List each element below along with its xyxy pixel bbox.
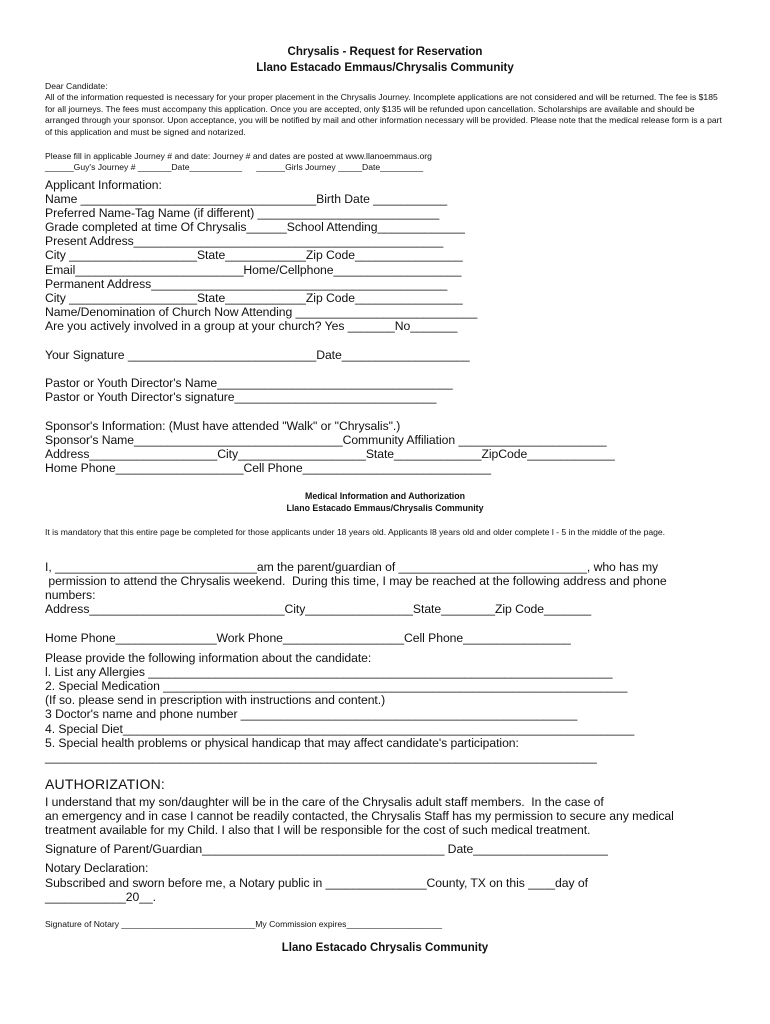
form-subtitle: Llano Estacado Emmaus/Chrysalis Community	[256, 62, 514, 74]
guardian-statement-line-1[interactable]: I, ______________________________am the parent/guardian of ____________________________, who has my	[45, 560, 659, 574]
grade-field[interactable]: Grade completed at time Of Chrysalis______School Attending_____________	[45, 220, 465, 234]
guardian-phones-field[interactable]: Home Phone_______________Work Phone__________________Cell Phone________________	[45, 631, 571, 645]
guardian-signature-field[interactable]: Signature of Parent/Guardian____________________________________ Date____________________	[45, 842, 608, 856]
preferred-name-field[interactable]: Preferred Name-Tag Name (if different) ___________________________	[45, 206, 440, 220]
salutation: Dear Candidate:	[45, 81, 108, 91]
candidate-info-prompt: Please provide the following information about the candidate:	[45, 651, 372, 665]
permanent-address-field[interactable]: Permanent Address____________________________________________	[45, 277, 448, 291]
journey-note: Please fill in applicable Journey # and date: Journey # and dates are posted at www.llanoemmaus.org	[45, 151, 432, 161]
form-title: Chrysalis - Request for Reservation	[287, 46, 483, 58]
guardian-address-field[interactable]: Address_____________________________City________________State________Zip Code_______	[45, 602, 592, 616]
sponsor-phone-field[interactable]: Home Phone___________________Cell Phone____________________________	[45, 461, 491, 475]
notary-year-field[interactable]: ____________20__.	[45, 890, 156, 904]
notary-signature-field[interactable]: Signature of Notary ____________________________My Commission expires____________________	[45, 919, 443, 929]
intro-paragraph: All of the information requested is necessary for your proper placement in the Chrysalis Journey. Incomplete applications are not considered and will be returned. The fee is $185 for all journeys. The fees must accompany this application. Once you are accepted, only $135 will be refunded upon cancellation. Scholarships are available and should be arranged through your sponsor. Upon acceptance, you will be notified by mail and other information necessary will be provided. Please note that the medical release form is a part of this application and must be signed and notarized.	[45, 92, 722, 137]
health-problems-field[interactable]: __________________________________________________________________________________	[45, 750, 597, 764]
medical-subtitle: Llano Estacado Emmaus/Chrysalis Community	[286, 503, 484, 513]
footer-community: Llano Estacado Chrysalis Community	[281, 942, 489, 954]
church-involvement-field[interactable]: Are you actively involved in a group at your church? Yes _______No_______	[45, 319, 458, 333]
mandatory-note: It is mandatory that this entire page be completed for those applicants under 18 years old. Applicants l8 years old and older complete l - 5 in the middle of the page.	[45, 527, 666, 537]
pastor-name-field[interactable]: Pastor or Youth Director's Name___________________________________	[45, 376, 453, 390]
applicant-heading: Applicant Information:	[45, 178, 162, 192]
permanent-city-state-zip-field[interactable]: City ___________________State____________Zip Code________________	[45, 291, 463, 305]
medical-title: Medical Information and Authorization	[305, 491, 465, 501]
pastor-signature-field[interactable]: Pastor or Youth Director's signature______________________________	[45, 390, 437, 404]
doctor-field[interactable]: 3 Doctor's name and phone number __________________________________________________	[45, 707, 578, 721]
health-problems-label: 5. Special health problems or physical handicap that may affect candidate's participation:	[45, 736, 519, 750]
sponsor-heading: Sponsor's Information: (Must have attended "Walk" or "Chrysalis".)	[45, 419, 401, 433]
authorization-heading: AUTHORIZATION:	[45, 776, 165, 792]
prescription-note: (If so. please send in prescription with instructions and content.)	[45, 693, 386, 707]
sponsor-name-field[interactable]: Sponsor's Name_______________________________Community Affiliation ______________________	[45, 433, 607, 447]
guardian-statement-line-3: numbers:	[45, 588, 96, 602]
present-address-field[interactable]: Present Address______________________________________________	[45, 234, 444, 248]
notary-sworn-field[interactable]: Subscribed and sworn before me, a Notary public in _______________County, TX on this ____day of	[45, 876, 588, 890]
allergies-field[interactable]: l. List any Allergies _____________________________________________________________________	[45, 665, 613, 679]
journey-fields[interactable]: ______Guy's Journey # _______Date___________ ______Girls Journey _____Date_________	[45, 162, 424, 172]
email-field[interactable]: Email_________________________Home/Cellphone___________________	[45, 263, 462, 277]
city-state-zip-field[interactable]: City ___________________State____________Zip Code________________	[45, 248, 463, 262]
notary-heading: Notary Declaration:	[45, 861, 149, 875]
church-field[interactable]: Name/Denomination of Church Now Attending ___________________________	[45, 305, 478, 319]
guardian-statement-line-2: permission to attend the Chrysalis weekend. During this time, I may be reached at the following address and phone	[45, 574, 667, 588]
authorization-text-3: treatment available for my Child. I also that I will be responsible for the cost of such medical treatment.	[45, 823, 591, 837]
sponsor-address-field[interactable]: Address___________________City___________________State_____________ZipCode_____________	[45, 447, 615, 461]
authorization-text-1: I understand that my son/daughter will be in the care of the Chrysalis adult staff members. In the case of	[45, 795, 604, 809]
medication-field[interactable]: 2. Special Medication _____________________________________________________________________	[45, 679, 628, 693]
authorization-text-2: an emergency and in case I cannot be readily contacted, the Chrysalis Staff has my permission to secure any medical	[45, 809, 674, 823]
diet-field[interactable]: 4. Special Diet____________________________________________________________________________	[45, 722, 635, 736]
applicant-signature-field[interactable]: Your Signature ____________________________Date___________________	[45, 348, 470, 362]
name-field[interactable]: Name ___________________________________Birth Date ___________	[45, 192, 448, 206]
